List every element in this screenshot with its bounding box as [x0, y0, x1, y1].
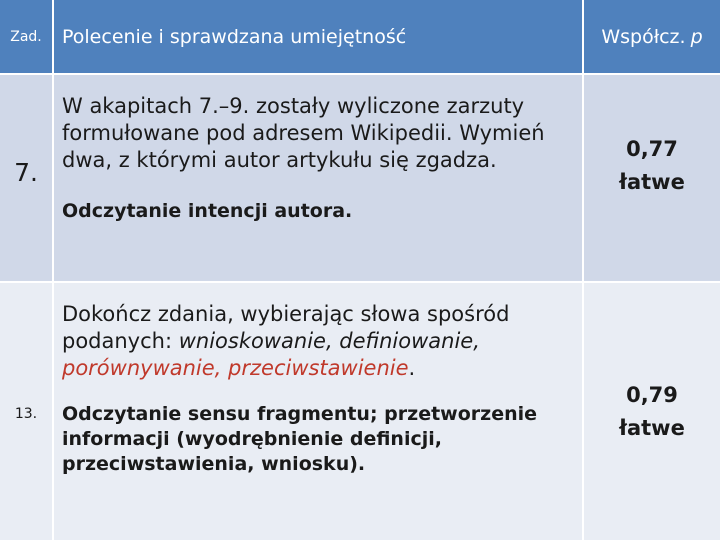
- header-coefficient-symbol: p: [690, 25, 703, 48]
- task-instruction-end: .: [408, 356, 416, 380]
- header-coefficient: [584, 0, 720, 75]
- task-cell: [54, 283, 584, 540]
- task-number: 7.: [0, 75, 54, 283]
- coefficient-value: 0,79: [626, 382, 678, 407]
- coefficient-cell: [584, 283, 720, 540]
- task-instruction: W akapitach 7.–9. zostały wyliczone zarzuty formułowane pod adresem Wikipedii. Wymień dwa, z którymi autor artykułu się zgadza.: [62, 94, 545, 172]
- header-task-number: Zad.: [0, 0, 54, 75]
- task-skill: Odczytanie sensu fragmentu; przetworzenie informacji (wyodrębnienie definicji, przeciwstawienia, wniosku).: [62, 403, 538, 475]
- task-number: 13.: [0, 283, 54, 540]
- difficulty-label: łatwe: [619, 169, 685, 194]
- task-instruction-text: Dokończ zdania, wybierając słowa spośród podanych:: [62, 302, 510, 353]
- coefficient-value: 0,77: [626, 136, 678, 161]
- task-instruction: [62, 301, 574, 382]
- header-coefficient-label: Współcz.: [601, 25, 686, 48]
- difficulty-label: łatwe: [619, 415, 685, 440]
- task-options-italic: wnioskowanie, definiowanie,: [178, 329, 480, 353]
- task-cell: [54, 75, 584, 283]
- coefficient-cell: [584, 75, 720, 283]
- header-task-description: Polecenie i sprawdzana umiejętność: [54, 0, 584, 75]
- task-skill: Odczytanie intencji autora.: [62, 200, 353, 222]
- task-options-highlighted: porównywanie, przeciwstawienie: [62, 356, 409, 380]
